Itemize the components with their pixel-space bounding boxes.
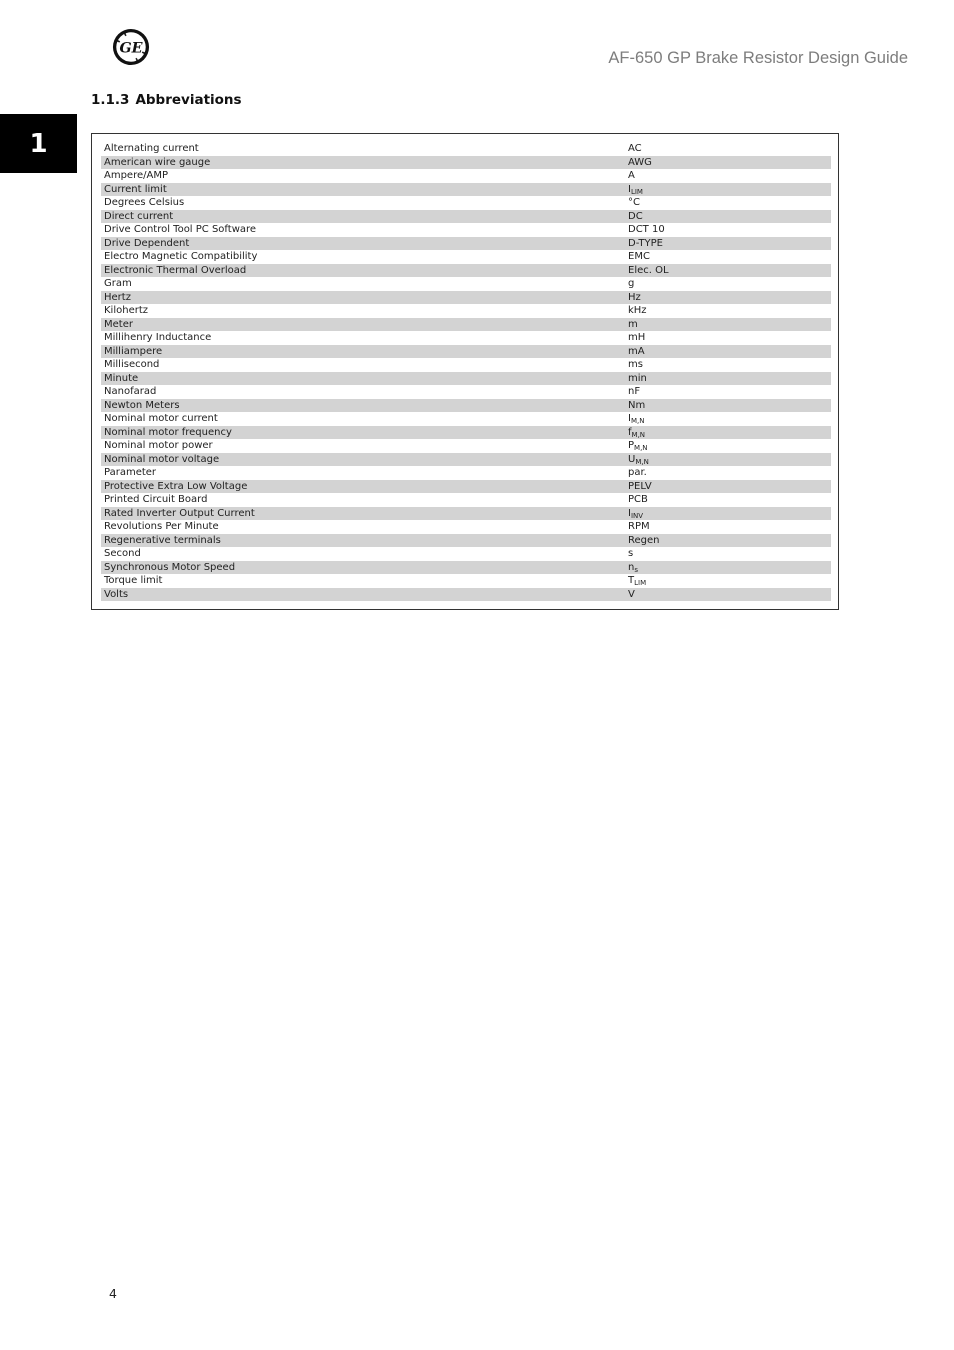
abbreviation-text: nF [628,386,641,397]
abbreviation-cell [625,237,831,251]
abbreviation-cell [625,574,831,588]
table-row [101,223,831,237]
abbreviation-text: AC [628,143,642,154]
term-cell: Drive Dependent [101,237,625,251]
abbreviation-cell [625,169,831,183]
term-cell: Nanofarad [101,385,625,399]
table-row [101,210,831,224]
term-cell: Ampere/AMP [101,169,625,183]
term-cell: Drive Control Tool PC Software [101,223,625,237]
abbreviation-text: AWG [628,156,652,168]
section-number: 1.1.3 [91,92,130,108]
table-row [101,507,831,521]
table-row [101,453,831,467]
table-row [101,358,831,372]
term-cell: Revolutions Per Minute [101,520,625,534]
term-cell: Protective Extra Low Voltage [101,480,625,494]
abbreviation-text: V [628,588,635,600]
abbreviations-table-body [101,142,831,601]
term-cell: Torque limit [101,574,625,588]
term-cell: Millihenry Inductance [101,331,625,345]
term-cell: Alternating current [101,142,625,156]
document-title: AF-650 GP Brake Resistor Design Guide [608,49,908,67]
abbreviation-subscript: s [634,565,638,574]
term-cell: Minute [101,372,625,386]
term-cell: Printed Circuit Board [101,493,625,507]
abbreviation-cell [625,196,831,210]
abbreviation-subscript: M,N [635,457,649,466]
abbreviation-text: n [628,561,635,573]
table-row [101,574,831,588]
table-row [101,250,831,264]
table-row [101,412,831,426]
abbreviation-cell [625,480,831,494]
term-cell: Volts [101,588,625,602]
table-row [101,156,831,170]
table-row [101,291,831,305]
abbreviation-text: EMC [628,251,650,262]
abbreviation-text: D-TYPE [628,237,663,249]
abbreviation-cell [625,358,831,372]
abbreviation-text: RPM [628,521,650,532]
abbreviation-subscript: INV [630,511,644,520]
abbreviation-text: I [628,183,631,195]
abbreviation-text: kHz [628,305,647,316]
term-cell: Millisecond [101,358,625,372]
abbreviation-cell [625,264,831,278]
table-row [101,372,831,386]
term-cell: American wire gauge [101,156,625,170]
abbreviation-cell [625,345,831,359]
section-title: Abbreviations [135,92,242,108]
term-cell: Hertz [101,291,625,305]
abbreviation-text: Elec. OL [628,264,669,276]
table-row [101,196,831,210]
abbreviation-subscript: M,N [630,417,645,425]
abbreviation-text: Hz [628,291,641,303]
table-row [101,142,831,156]
section-heading [91,92,242,108]
abbreviation-text: s [628,548,634,559]
abbreviation-text: T [628,575,635,586]
term-cell: Meter [101,318,625,332]
term-cell: Gram [101,277,625,291]
abbreviation-cell [625,453,831,467]
table-row [101,345,831,359]
abbreviation-text: I [628,507,631,519]
abbreviation-cell [625,304,831,318]
table-row [101,561,831,575]
abbreviation-text: U [628,453,636,465]
table-row [101,399,831,413]
table-row [101,277,831,291]
table-row [101,588,831,602]
abbreviation-subscript: LIM [634,579,647,587]
term-cell: Nominal motor current [101,412,625,426]
abbreviation-text: DC [628,210,643,222]
table-row [101,331,831,345]
ge-logo-text: GE [119,40,143,57]
term-cell: Regenerative terminals [101,534,625,548]
abbreviation-subscript: M,N [631,430,646,439]
term-cell: Nominal motor power [101,439,625,453]
abbreviation-cell [625,142,831,156]
table-row [101,318,831,332]
term-cell: Kilohertz [101,304,625,318]
term-cell: Current limit [101,183,625,197]
abbreviation-text: g [628,278,635,289]
abbreviation-cell [625,412,831,426]
table-row [101,547,831,561]
abbreviation-cell [625,466,831,480]
abbreviation-text: A [628,170,635,181]
abbreviation-cell [625,493,831,507]
table-row [101,169,831,183]
abbreviation-cell [625,399,831,413]
abbreviation-subscript: LIM [630,187,643,196]
term-cell: Rated Inverter Output Current [101,507,625,521]
term-cell: Nominal motor frequency [101,426,625,440]
term-cell: Direct current [101,210,625,224]
abbreviation-cell [625,223,831,237]
abbreviation-text: I [628,413,631,424]
page-number: 4 [109,1286,117,1301]
table-row [101,183,831,197]
abbreviation-cell [625,588,831,602]
abbreviation-text: f [628,426,632,438]
abbreviation-cell [625,318,831,332]
abbreviation-cell [625,291,831,305]
abbreviation-text: °C [628,197,640,208]
table-row [101,534,831,548]
term-cell: Degrees Celsius [101,196,625,210]
abbreviation-text: PELV [628,480,652,492]
term-cell: Electronic Thermal Overload [101,264,625,278]
term-cell: Newton Meters [101,399,625,413]
abbreviation-cell [625,183,831,197]
term-cell: Parameter [101,466,625,480]
ge-logo [112,28,150,66]
term-cell: Synchronous Motor Speed [101,561,625,575]
abbreviation-cell [625,426,831,440]
abbreviation-cell [625,156,831,170]
abbreviation-cell [625,561,831,575]
table-row [101,426,831,440]
abbreviation-text: mH [628,332,646,343]
abbreviation-cell [625,331,831,345]
chapter-tab[interactable]: 1 [0,114,77,173]
table-row [101,439,831,453]
abbreviation-text: P [628,440,635,451]
abbreviation-cell [625,547,831,561]
abbreviation-text: DCT 10 [628,224,665,235]
table-row [101,493,831,507]
abbreviation-text: par. [628,467,647,478]
table-row [101,466,831,480]
term-cell: Electro Magnetic Compatibility [101,250,625,264]
abbreviation-cell [625,439,831,453]
abbreviation-text: Regen [628,534,660,546]
abbreviations-table-frame [91,133,839,610]
term-cell: Second [101,547,625,561]
abbreviation-text: m [628,318,638,330]
term-cell: Milliampere [101,345,625,359]
abbreviation-text: mA [628,345,645,357]
abbreviation-cell [625,210,831,224]
table-row [101,385,831,399]
abbreviation-text: PCB [628,494,648,505]
abbreviation-cell [625,385,831,399]
abbreviation-text: ms [628,359,643,370]
table-row [101,304,831,318]
abbreviation-text: Nm [628,399,646,411]
table-row [101,520,831,534]
table-row [101,480,831,494]
abbreviation-cell [625,507,831,521]
abbreviation-cell [625,534,831,548]
term-cell: Nominal motor voltage [101,453,625,467]
abbreviation-cell [625,250,831,264]
abbreviation-cell [625,277,831,291]
abbreviation-subscript: M,N [634,444,648,452]
abbreviations-table [101,142,831,601]
abbreviation-cell [625,372,831,386]
table-row [101,237,831,251]
abbreviation-text: min [628,372,647,384]
table-row [101,264,831,278]
abbreviation-cell [625,520,831,534]
